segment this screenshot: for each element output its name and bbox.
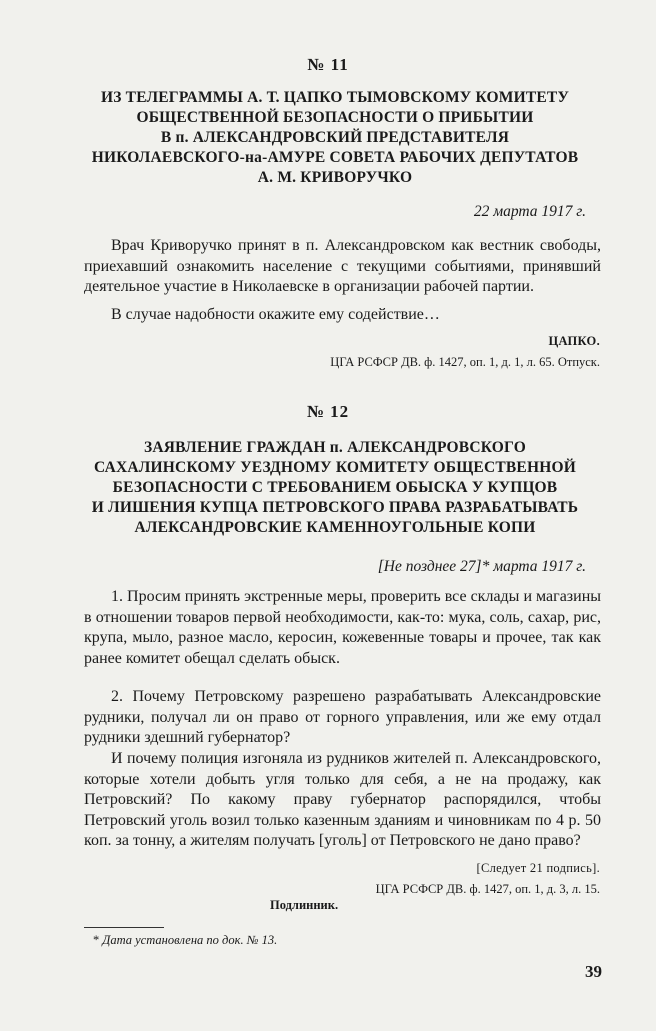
doc12-number: № 12: [306, 402, 350, 421]
doc11-archive-source: ЦГА РСФСР ДВ. ф. 1427, оп. 1, д. 1, л. 65. Отпуск.: [330, 355, 600, 369]
doc11-heading: [40, 88, 630, 188]
doc11-paragraph-1: Врач Криворучко принят в п. Александровском как вестник свободы, приехавший ознакомить население с текущими событиями, принявший деятельное участие в Николаевске в организации рабочей партии.: [84, 237, 601, 295]
doc12-heading-line: АЛЕКСАНДРОВСКИЕ КАМЕННОУГОЛЬНЫЕ КОПИ: [134, 519, 536, 536]
doc11-heading-line: НИКОЛАЕВСКОГО-на-АМУРЕ СОВЕТА РАБОЧИХ ДЕПУТАТОВ: [91, 149, 579, 166]
footnote-marker: *: [93, 933, 100, 947]
footnote-divider: [84, 927, 164, 928]
doc12-heading-line: САХАЛИНСКОМУ УЕЗДНОМУ КОМИТЕТУ ОБЩЕСТВЕННОЙ: [93, 459, 576, 476]
doc12-date: [Не позднее 27]* марта 1917 г.: [377, 558, 586, 575]
doc11-heading-line: А. М. КРИВОРУЧКО: [257, 169, 413, 186]
doc11-number: № 11: [307, 55, 349, 74]
doc12-source-note: Подлинник.: [270, 898, 339, 912]
doc11-signature: ЦАПКО.: [548, 334, 600, 348]
doc11-paragraph-2: В случае надобности окажите ему содействие…: [111, 306, 440, 323]
doc12-signature-note: [Следует 21 подпись].: [476, 861, 600, 875]
page-number: 39: [585, 962, 602, 981]
doc11-heading-line: ОБЩЕСТВЕННОЙ БЕЗОПАСНОСТИ О ПРИБЫТИИ: [136, 109, 534, 126]
doc12-heading-line: БЕЗОПАСНОСТИ С ТРЕБОВАНИЕМ ОБЫСКА У КУПЦОВ: [112, 479, 558, 496]
doc12-paragraph-2: 2. Почему Петровскому разрешено разрабатывать Александровские рудники, получал ли он право от горного управления, или же ему отдал рудники здешний губернатор?: [84, 688, 601, 746]
footnote: [93, 933, 277, 948]
doc12-heading-line: И ЛИШЕНИЯ КУПЦА ПЕТРОВСКОГО ПРАВА РАЗРАБАТЫВАТЬ: [91, 499, 579, 516]
doc12-paragraph-3: И почему полиция изгоняла из рудников жителей п. Александровского, которые хотели добыть угля только для себя, а не на продажу, как Петровский? По какому праву губернатор распорядился, чтобы Петровский уголь возил только казенным зданиям и чиновникам по 4 р. 50 коп. за тонну, а жителям получать [уголь] от Петровского не дано право?: [84, 750, 601, 849]
doc11-heading-line: В п. АЛЕКСАНДРОВСКИЙ ПРЕДСТАВИТЕЛЯ: [160, 129, 510, 146]
doc12-heading: [40, 438, 630, 538]
doc12-archive-source: ЦГА РСФСР ДВ. ф. 1427, оп. 1, д. 3, л. 15.: [375, 882, 600, 896]
doc12-paragraph-1: 1. Просим принять экстренные меры, проверить все склады и магазины в отношении товаров первой необходимости, как-то: мука, соль, сахар, рис, крупа, мыло, разное масло, керосин, кожевенные товары и прочее, так как ранее комитет обещал сделать обыск.: [84, 588, 601, 667]
doc12-heading-line: ЗАЯВЛЕНИЕ ГРАЖДАН п. АЛЕКСАНДРОВСКОГО: [144, 439, 526, 456]
doc11-date: 22 марта 1917 г.: [473, 203, 586, 220]
doc11-heading-line: ИЗ ТЕЛЕГРАММЫ А. Т. ЦАПКО ТЫМОВСКОМУ КОМИТЕТУ: [100, 89, 570, 106]
footnote-text: Дата установлена по док. № 13.: [102, 933, 278, 947]
